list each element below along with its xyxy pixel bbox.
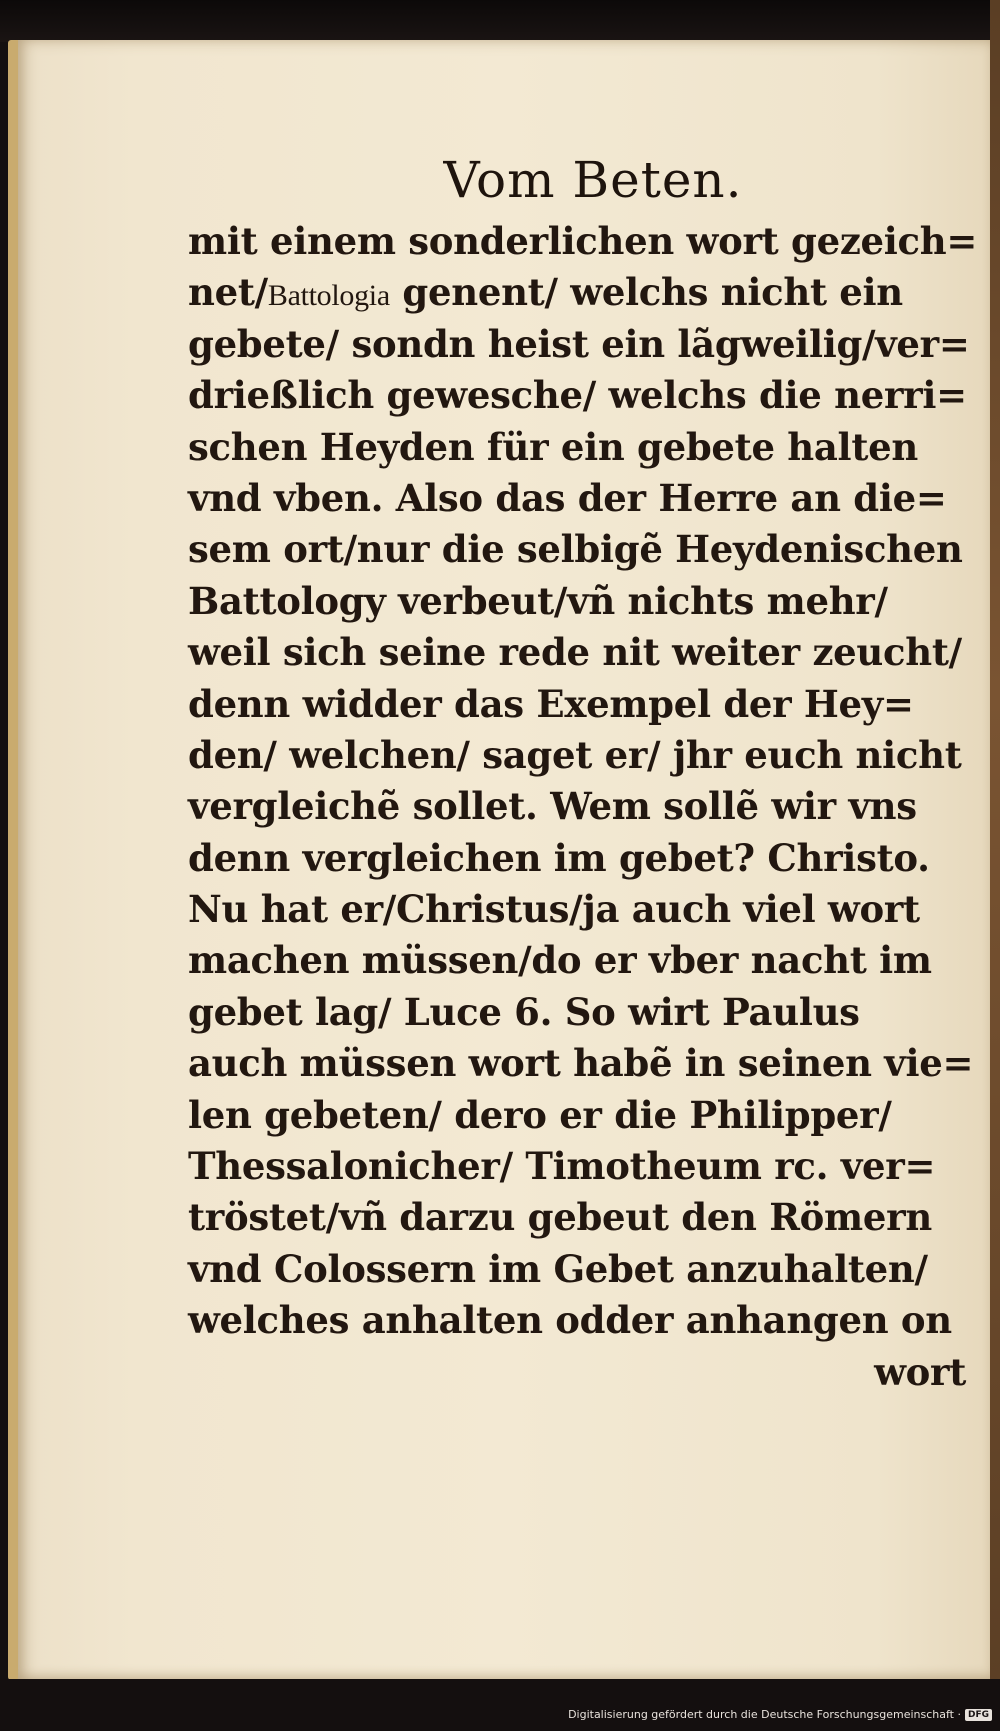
text-line-7: sem ort/nur die selbigẽ Heydenischen: [188, 527, 963, 572]
page-heading: Vom Beten.: [443, 151, 743, 209]
text-line-2-start: net/: [188, 270, 268, 315]
text-line-3: gebete/ sondn heist ein lãgweilig/ver=: [188, 321, 970, 366]
text-lines: [188, 216, 978, 1398]
text-line-22: welches anhalten odder anhangen on: [188, 1298, 952, 1343]
text-line-8: Battology verbeut/vñ nichts mehr/: [188, 578, 888, 623]
catchword: wort: [874, 1349, 966, 1394]
scan-top-border: [0, 0, 1000, 42]
text-line-16: gebet lag/ Luce 6. So wirt Paulus: [188, 989, 860, 1034]
text-line-15: machen müssen/do er vber nacht im: [188, 938, 932, 983]
text-line-17: auch müssen wort habẽ in seinen vie=: [188, 1041, 974, 1086]
text-line-5: schen Heyden für ein gebete halten: [188, 424, 918, 469]
text-line-2: [188, 267, 978, 318]
text-line-20: tröstet/vñ darzu gebeut den Römern: [188, 1195, 932, 1240]
text-line-9: weil sich seine rede nit weiter zeucht/: [188, 630, 962, 675]
text-line-14: Nu hat er/Christus/ja auch viel wort: [188, 887, 920, 932]
text-line-13: denn vergleichen im gebet? Christo.: [188, 835, 930, 880]
text-line-21: vnd Colossern im Gebet anzuhalten/: [188, 1246, 928, 1291]
page-text: [188, 150, 978, 1398]
text-line-19: Thessalonicher/ Timotheum rc. ver=: [188, 1144, 936, 1189]
text-line-18: len gebeten/ dero er die Philipper/: [188, 1092, 892, 1137]
text-line-4: drießlich gewesche/ welchs die nerri=: [188, 373, 967, 418]
dfg-logo-icon: DFG: [965, 1709, 992, 1721]
text-line-6: vnd vben. Also das der Herre an die=: [188, 475, 947, 520]
credit-text: Digitalisierung gefördert durch die Deutsche Forschungsgemeinschaft ·: [568, 1708, 961, 1721]
latin-term: Battologia: [267, 279, 390, 313]
book-edge: [990, 0, 1000, 1731]
text-line-2-end: genent/ welchs nicht ein: [389, 270, 903, 315]
text-line-11: den/ welchen/ saget er/ jhr euch nicht: [188, 732, 962, 777]
digitization-credit: [568, 1708, 992, 1721]
text-line-12: vergleichẽ sollet. Wem sollẽ wir vns: [188, 784, 917, 829]
text-line-1: mit einem sonderlichen wort gezeich=: [188, 219, 978, 263]
text-line-10: denn widder das Exempel der Hey=: [188, 681, 914, 726]
scan-bottom-border: [0, 1679, 1000, 1731]
